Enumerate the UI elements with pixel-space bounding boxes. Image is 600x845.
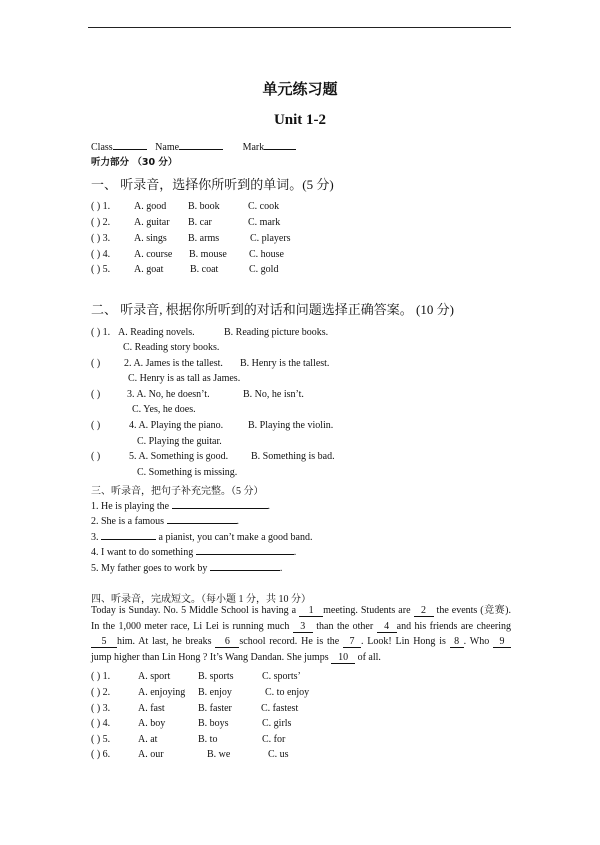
part1-option-a[interactable]: A. goat (134, 264, 164, 275)
unit-title: Unit 1-2 (273, 112, 327, 128)
part1-option-c[interactable]: C. gold (249, 264, 279, 275)
part2-option-c[interactable]: C. Something is missing. (137, 467, 238, 478)
part4-option-b[interactable]: B. we (207, 749, 231, 760)
cloze-blank-4[interactable]: 4 (377, 622, 397, 633)
mark-label: Mark (242, 142, 265, 153)
part3-item (91, 545, 296, 558)
cloze-blank-3[interactable]: 3 (293, 622, 313, 633)
part2-title: 二、 听录音, 根据你所听到的对话和问题选择正确答案。 (10 分) (91, 302, 454, 317)
part4-option-c[interactable]: C. us (268, 749, 289, 760)
part2-num-5: ( ) (91, 451, 101, 462)
part2-num-3: ( ) (91, 389, 101, 400)
sentence-end: . (279, 563, 283, 574)
cloze-blank-5[interactable]: 5 (91, 637, 117, 648)
part2-num-1: ( ) 1. (91, 327, 111, 338)
part2-option-a[interactable]: 2. A. James is the tallest. (124, 358, 223, 369)
part4-option-c[interactable]: C. fastest (261, 703, 299, 714)
part1-option-c[interactable]: C. players (250, 233, 291, 244)
part2-option-c[interactable]: C. Yes, he does. (132, 404, 196, 415)
part2-option-b[interactable]: B. No, he isn’t. (243, 389, 304, 400)
sentence-end: a pianist, you can’t make a good band. (156, 532, 313, 543)
page-title: 单元练习题 (262, 80, 338, 98)
part4-option-a[interactable]: A. boy (138, 718, 166, 729)
section-points: （30 分） (132, 157, 178, 168)
header-rule (88, 27, 511, 28)
part4-num-6: ( ) 6. (91, 749, 111, 760)
cloze-blank-7[interactable]: 7 (343, 637, 361, 648)
part2-option-c[interactable]: C. Henry is as tall as James. (128, 373, 241, 384)
part2-option-b[interactable]: B. Henry is the tallest. (240, 358, 330, 369)
part4-title: 四、听录音，完成短文。（每小题 1 分，共 10 分） (91, 594, 311, 605)
passage-text: than the other (312, 620, 377, 632)
student-info-line (91, 140, 296, 153)
part4-num-1: ( ) 1. (91, 671, 111, 682)
part4-option-c[interactable]: C. sports’ (262, 671, 301, 682)
part4-option-a[interactable]: A. our (138, 749, 164, 760)
part2-option-c[interactable]: C. Reading story books. (123, 342, 220, 353)
name-label: Name (155, 142, 180, 153)
part1-option-a[interactable]: A. course (134, 249, 173, 260)
cloze-passage (91, 603, 511, 665)
part2-num-4: ( ) (91, 420, 101, 431)
part1-option-b[interactable]: B. arms (188, 233, 220, 244)
sentence-end: . (267, 501, 271, 512)
part4-option-b[interactable]: B. faster (198, 703, 232, 714)
answer-blank[interactable] (172, 499, 268, 509)
cloze-blank-9[interactable]: 9 (493, 637, 511, 648)
part3-item (91, 561, 282, 574)
passage-text: Today is Sunday. No. 5 Middle School is having a (91, 605, 300, 616)
answer-blank[interactable] (196, 545, 294, 555)
part4-num-2: ( ) 2. (91, 687, 111, 698)
sentence-text: 2. She is a famous (91, 516, 167, 527)
passage-text: the events (竞赛). In the 1,000 meter race, Li Lei is running much (91, 605, 511, 632)
part1-option-a[interactable]: A. good (134, 201, 167, 212)
listening-section-heading (91, 154, 177, 168)
part2-option-b[interactable]: B. Something is bad. (251, 451, 335, 462)
class-field[interactable] (113, 140, 147, 150)
part1-title: 一、 听录音，选择你所听到的单词。(5 分) (91, 177, 334, 192)
part1-option-a[interactable]: A. sings (134, 233, 167, 244)
part4-option-a[interactable]: A. at (138, 734, 158, 745)
part4-option-b[interactable]: B. enjoy (198, 687, 232, 698)
part4-num-4: ( ) 4. (91, 718, 111, 729)
part1-option-a[interactable]: A. guitar (134, 217, 170, 228)
part1-option-b[interactable]: B. coat (190, 264, 219, 275)
part3-item (91, 530, 312, 543)
part1-num-5: ( ) 5. (91, 264, 111, 275)
part3-item (91, 514, 239, 527)
part4-num-5: ( ) 5. (91, 734, 111, 745)
part1-num-2: ( ) 2. (91, 217, 111, 228)
passage-text: him. At last, he breaks (117, 636, 216, 647)
part4-option-c[interactable]: C. for (262, 734, 286, 745)
passage-text: . Who (463, 636, 494, 647)
part1-option-c[interactable]: C. house (249, 249, 284, 260)
part2-option-b[interactable]: B. Playing the violin. (248, 420, 334, 431)
answer-blank[interactable] (101, 530, 156, 540)
part2-num-2: ( ) (91, 358, 101, 369)
cloze-blank-1[interactable]: 1 (299, 606, 323, 617)
section-heading-text: 听力部分 (91, 157, 130, 168)
sentence-text: 1. He is playing the (91, 501, 172, 512)
part1-option-c[interactable]: C. mark (248, 217, 281, 228)
part4-option-a[interactable]: A. sport (138, 671, 171, 682)
part2-option-b[interactable]: B. Reading picture books. (224, 327, 329, 338)
passage-text: school record. He is the (239, 636, 344, 647)
part2-option-a[interactable]: A. Reading novels. (118, 327, 195, 338)
part4-option-c[interactable]: C. girls (262, 718, 292, 729)
part2-option-c[interactable]: C. Playing the guitar. (137, 436, 222, 447)
cloze-blank-6[interactable]: 6 (215, 637, 239, 648)
mark-field[interactable] (264, 140, 296, 150)
part1-num-1: ( ) 1. (91, 201, 111, 212)
passage-text: . Look! Lin Hong is (361, 636, 450, 647)
part2-option-a[interactable]: 3. A. No, he doesn’t. (127, 389, 210, 400)
part4-option-b[interactable]: B. sports (198, 671, 234, 682)
part1-option-b[interactable]: B. book (188, 201, 220, 212)
part1-option-b[interactable]: B. mouse (189, 249, 227, 260)
part1-num-4: ( ) 4. (91, 249, 111, 260)
sentence-text: 3. (91, 532, 101, 543)
part4-option-b[interactable]: B. to (198, 734, 218, 745)
part4-option-c[interactable]: C. to enjoy (265, 687, 310, 698)
part4-option-b[interactable]: B. boys (198, 718, 229, 729)
part3-title: 三、听录音，把句子补充完整。（5 分） (91, 486, 264, 497)
part4-num-3: ( ) 3. (91, 703, 111, 714)
part2-option-a[interactable]: 4. A. Playing the piano. (129, 420, 224, 431)
sentence-end: . (236, 516, 240, 527)
name-field[interactable] (179, 140, 223, 150)
cloze-blank-8[interactable]: 8 (450, 637, 464, 648)
cloze-blank-10[interactable]: 10 (331, 653, 355, 664)
part2-option-a[interactable]: 5. A. Something is good. (129, 451, 229, 462)
part4-option-a[interactable]: A. fast (138, 703, 165, 714)
part3-item (91, 499, 270, 512)
part1-option-c[interactable]: C. cook (248, 201, 280, 212)
sentence-text: 4. I want to do something (91, 547, 196, 558)
answer-blank[interactable] (210, 561, 280, 571)
passage-text: jump higher than Lin Hong ? It’s Wang Dandan. She jumps (91, 651, 332, 663)
part1-num-3: ( ) 3. (91, 233, 111, 244)
passage-text: meeting. Students are (323, 605, 414, 616)
class-label: Class (91, 142, 113, 153)
sentence-end: . (293, 547, 297, 558)
part1-option-b[interactable]: B. car (188, 217, 212, 228)
passage-text: and his friends are cheering (396, 620, 511, 632)
part4-option-a[interactable]: A. enjoying (138, 687, 186, 698)
cloze-blank-2[interactable]: 2 (414, 606, 434, 617)
sentence-text: 5. My father goes to work by (91, 563, 210, 574)
answer-blank[interactable] (167, 514, 237, 524)
passage-text: of all. (355, 651, 381, 663)
